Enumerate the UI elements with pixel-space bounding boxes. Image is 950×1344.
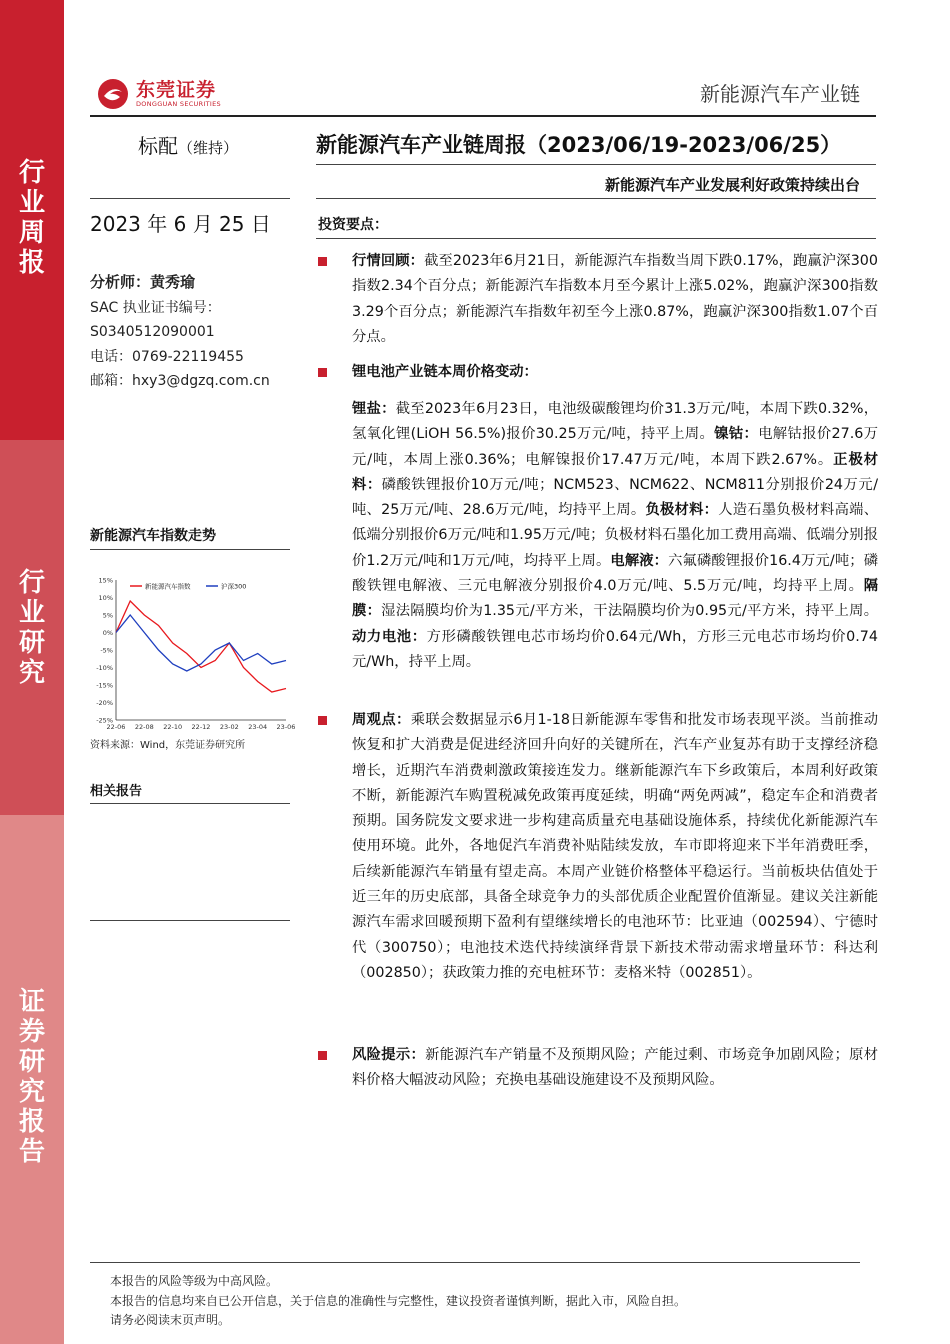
paragraph-label: 行情回顾： [352,253,425,269]
paragraph-text [352,708,878,986]
market-review-paragraph [318,249,878,350]
x-tick-label: 23-06 [276,723,296,731]
disclaimer-line: 本报告的信息均来自已公开信息，关于信息的准确性与完整性，建议投资者谨慎判断，据此入市，风险自担。 [110,1293,687,1308]
related-reports-title: 相关报告 [90,780,290,804]
sidebar-char: 研 [18,1047,45,1077]
sidebar-char: 证 [18,987,45,1017]
segment-text: 截至2023年6月23日，电池级碳酸锂均价31.3万元/吨，本周下跌0.32%，氢氧化锂(LiOH 56.5%)报价30.25万元/吨，持平上周。 [352,401,878,443]
sidebar-char: 行 [18,158,45,188]
disclaimer-line: 请务必阅读末页声明。 [110,1313,231,1327]
sidebar-char: 行 [18,568,45,598]
segment-label: 锂盐： [352,401,396,417]
sector-label: 新能源汽车产业链 [700,82,860,106]
series-line [116,615,286,671]
chart-title: 新能源汽车指数走势 [90,525,290,550]
side-banner [0,0,64,1344]
sidebar-char: 究 [18,658,45,688]
sac-label: SAC 执业证书编号： [90,299,221,316]
disclaimer-line: 本报告的风险等级为中高风险。 [110,1274,279,1288]
paragraph-body: 新能源汽车产销量不及预期风险；产能过剩、市场竞争加剧风险；原材料价格大幅波动风险；充换电基础设施建设不及预期风险。 [352,1047,879,1089]
y-tick-label: -15% [96,681,113,690]
divider [90,198,290,199]
x-tick-label: 22-10 [163,723,183,731]
sac-number: S0340512090001 [90,324,215,340]
sidebar-block-research [0,440,64,815]
logo-text [136,80,221,109]
disclaimer [110,1272,686,1331]
sidebar-char: 研 [18,628,45,658]
segment-label: 镍钴： [714,426,759,443]
segment-label: 隔膜： [352,578,878,620]
report-title: 新能源汽车产业链周报（2023/06/19-2023/06/25） [316,133,842,157]
sidebar-char: 业 [18,188,45,218]
sidebar-char: 究 [18,1077,45,1107]
paragraph-text [352,1043,878,1094]
analyst-name: 黄秀瑜 [150,273,196,291]
sidebar-char: 券 [18,1017,45,1047]
analyst-info [90,270,270,394]
weekly-view-paragraph [318,708,878,986]
y-tick-label: 15% [98,576,113,585]
sidebar-char: 周 [18,218,45,248]
rating-value: 标配 [138,134,178,158]
sidebar-block-weekly [0,0,64,440]
divider [90,920,290,921]
price-detail-paragraph [318,397,878,675]
x-tick-label: 23-04 [248,723,268,731]
bullet-square-icon [318,716,327,725]
divider [90,115,876,117]
y-tick-label: -25% [96,716,113,725]
risk-warning-paragraph [318,1043,878,1094]
analyst-phone: 电话：0769-22119455 [90,348,244,365]
rating-note: （维持） [178,139,239,157]
paragraph-label: 周观点： [352,712,411,728]
segment-text: 电解钴报价27.6万元/吨，本周上涨0.36%；电解镍报价17.47万元/吨，本周下跌2.67%。 [352,426,879,468]
paragraph-label: 风险提示： [352,1047,426,1063]
x-tick-label: 22-06 [106,723,126,731]
y-tick-label: -5% [100,646,113,655]
x-tick-label: 23-02 [219,723,239,731]
legend-label: 新能源汽车指数 [145,582,191,591]
paragraph-text [352,249,878,350]
segment-text: 方形磷酸铁锂电芯市场均价0.64元/Wh，方形三元电芯市场均价0.74元/Wh，持平上周。 [352,628,878,670]
y-tick-label: 10% [98,594,113,602]
y-tick-label: 5% [102,611,113,620]
paragraph-body: 乘联会数据显示6月1-18日新能源车零售和批发市场表现平淡。当前推动恢复和扩大消费是促进经济回升向好的关键所在，汽车产业复苏有助于支撑经济稳增长，近期汽车消费刺激政策接连发力。继新能源汽车下乡政策后，本周利好政策不断，新能源汽车购置税减免政策再度延续，明确“两免两减”，稳定车企和消费者预期。国务院发文要求进一步构建高质量充电基础设施体系，持续优化新能源汽车使用环境。此外，各地促汽车消费补贴陆续发放，车市即将迎来下半年消费旺季，后续新能源汽车销量有望走高。本周产业链价格整体平稳运行。当前板块估值处于近三年的历史底部，具备全球竞争力的头部优质企业配置价值渐显。建议关注新能源汽车需求回暖预期下盈利有望继续增长的电池环节：比亚迪（002594）、宁德时代（300750）；电池技术迭代持续演绎背景下新技术带动需求增量环节：科达利（002850）；获政策力推的充电桩环节：麦格米特（002851）。 [352,712,879,981]
analyst-email: 邮箱：hxy3@dgzq.com.cn [90,373,270,389]
paragraph-label: 锂电池产业链本周价格变动： [352,364,538,380]
bullet-square-icon [318,368,327,377]
segment-text: 磷酸铁锂报价10万元/吨；NCM523、NCM622、NCM811分别报价24万元/吨、25万元/吨、28.6万元/吨，均持平上周。 [352,476,879,519]
sidebar-char: 业 [18,598,45,628]
company-logo [96,76,266,112]
divider [316,164,876,165]
segment-text: 人造石墨负极材料高端、低端分别报价6万元/吨和1.95万元/吨；负极材料石墨化加工费用高端、低端分别报价1.2万元/吨和1万元/吨，均持平上周。 [352,502,878,569]
logo-mark-icon [96,77,130,111]
y-tick-label: -20% [96,699,113,707]
y-tick-label: 0% [102,629,113,637]
logo-name-en: DONGGUAN SECURITIES [136,99,221,108]
bullet-square-icon [318,257,327,266]
segment-text: 六氟磷酸锂报价16.4万元/吨；磷酸铁锂电解液、三元电解液分别报价4.0万元/吨、5.5万元/吨，均持平上周。 [352,552,879,595]
analyst-line [90,270,270,296]
sidebar-char: 告 [18,1137,45,1167]
y-tick-label: -10% [96,664,113,672]
chart-source: 资料来源：Wind，东莞证券研究所 [90,740,246,751]
index-trend-chart [90,550,296,731]
segment-label: 负极材料： [645,502,719,519]
index-chart-panel [90,525,296,751]
rating [138,130,238,159]
analyst-label: 分析师： [90,273,151,291]
paragraph-text [352,397,878,675]
sidebar-block-report [0,815,64,1344]
divider [90,1262,860,1263]
divider [316,238,876,239]
paragraph-body: 截至2023年6月21日，新能源汽车指数当周下跌0.17%，跑赢沪深300指数2.34个百分点；新能源汽车指数本月至今累计上涨5.02%，跑赢沪深300指数3.29个百分点；新能源汽车指数年初至今上涨0.87%，跑赢沪深300指数1.07个百分点。 [352,253,879,345]
divider [316,198,876,199]
x-tick-label: 22-08 [134,723,154,731]
logo-name-cn: 东莞证券 [136,78,217,101]
bullet-square-icon [318,1051,327,1060]
series-line [116,601,286,692]
legend-label: 沪深300 [221,582,247,591]
x-tick-label: 22-12 [191,723,211,731]
sidebar-char: 报 [18,1107,45,1137]
paragraph-text [352,360,878,385]
segment-text: 湿法隔膜均价为1.35元/平方米，干法隔膜均价为0.95元/平方米，持平上周。 [381,603,879,620]
sidebar-char: 报 [18,248,45,278]
report-subtitle: 新能源汽车产业发展利好政策持续出台 [604,176,860,194]
price-change-heading [318,360,878,385]
segment-label: 动力电池： [352,628,427,645]
key-points-heading: 投资要点： [318,217,388,233]
segment-label: 电解液： [610,552,669,569]
segment-label: 正极材料： [352,451,879,493]
report-date: 2023 年 6 月 25 日 [90,212,271,236]
